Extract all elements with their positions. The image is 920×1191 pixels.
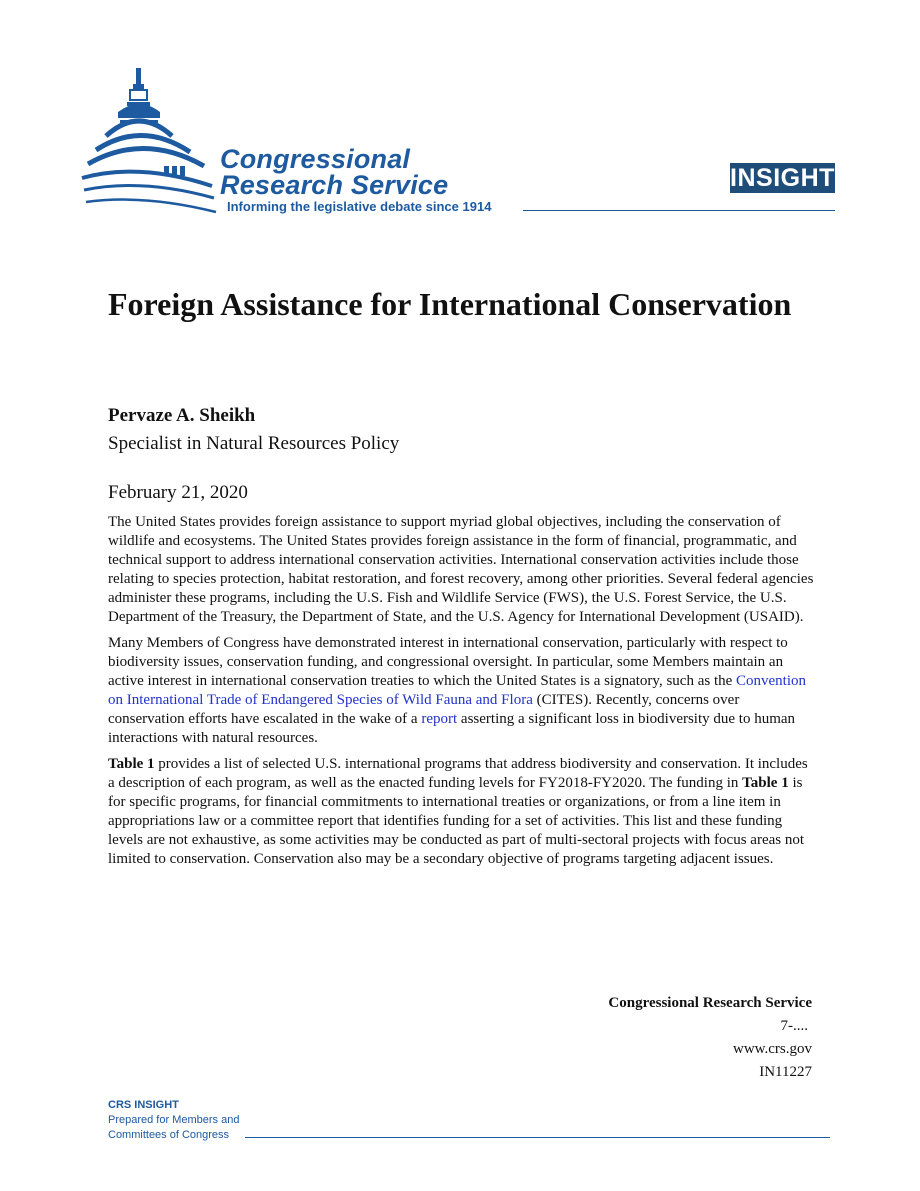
cites-link[interactable]: Convention on International Trade of Endangered Species of Wild Fauna and Flora [108, 673, 807, 708]
paragraph-3-text-b: is for specific programs, for financial commitments to international treaties or organizations, or from a line item in appropriations law or a committee report that identifies funding for a set of activities. This list and these funding levels are not exhaustive, as some activities may be conducted as part of multi-sectoral projects with focus areas not limited to conservation. Conservation also may be a secondary objective of programs targeting adjacent issues. [108, 775, 805, 867]
paragraph-2-text-a: Many Members of Congress have demonstrated interest in international conservation, particularly with respect to biodiversity issues, conservation funding, and congressional oversight. In particular, some Members maintain an active interest in international conservation treaties to which the United States is a signatory, such as the [108, 635, 788, 689]
paragraph-3-text-a: provides a list of selected U.S. international programs that address biodiversity and conservation. It includes a description of each program, as well as the enacted funding levels for FY2018-FY2020. The funding in [108, 756, 808, 791]
author-name: Pervaze A. Sheikh [108, 405, 256, 426]
crs-report-id: IN11227 [759, 1064, 812, 1080]
tagline: Informing the legislative debate since 1914 [227, 199, 492, 214]
paragraph-1: The United States provides foreign assistance to support myriad global objectives, including the conservation of wildlife and ecosystems. The United States provides foreign assistance in the form of financial, programmatic, and technical support to address international conservation activities. International conservation activities include those relating to species protection, habitat restoration, and forest recovery, among other priorities. Several federal agencies administer these programs, including the U.S. Fish and Wildlife Service (FWS), the U.S. Forest Service, the U.S. Department of the Treasury, the Department of State, and the U.S. Agency for International Development (USAID). [108, 514, 814, 625]
tagline-rule [523, 210, 835, 211]
capitol-dome-icon [80, 66, 220, 216]
crs-code: 7-.... [780, 1018, 808, 1034]
footer-rule [245, 1137, 830, 1138]
crs-url: www.crs.gov [732, 1041, 812, 1057]
footer-title: CRS INSIGHT [108, 1099, 179, 1111]
table-1-ref-2: Table 1 [742, 775, 789, 791]
paragraph-3 [108, 755, 818, 869]
paragraph-2-text-c: asserting a significant loss in biodiversity due to human interactions with natural resources. [108, 711, 796, 746]
org-name-line2: Research Service [220, 170, 449, 200]
footer-line2: Committees of Congress [108, 1129, 230, 1141]
org-name-line1: Congressional [220, 144, 411, 174]
table-1-ref: Table 1 [108, 756, 155, 772]
paragraph-2 [108, 634, 818, 748]
author-role: Specialist in Natural Resources Policy [108, 433, 400, 454]
footer-line1: Prepared for Members and [108, 1114, 240, 1126]
publication-date: February 21, 2020 [108, 482, 248, 503]
paragraph-2-text-b: (CITES). Recently, concerns over conservation efforts have escalated in the wake of a [108, 692, 740, 727]
footer [108, 1098, 830, 1143]
report-link[interactable]: report [421, 711, 458, 727]
body-text [108, 513, 818, 876]
crs-info-block [608, 992, 812, 1084]
crs-header [80, 66, 840, 226]
insight-badge: INSIGHT [730, 164, 835, 192]
document-title: Foreign Assistance for International Conservation [108, 286, 792, 322]
crs-name: Congressional Research Service [608, 995, 812, 1011]
